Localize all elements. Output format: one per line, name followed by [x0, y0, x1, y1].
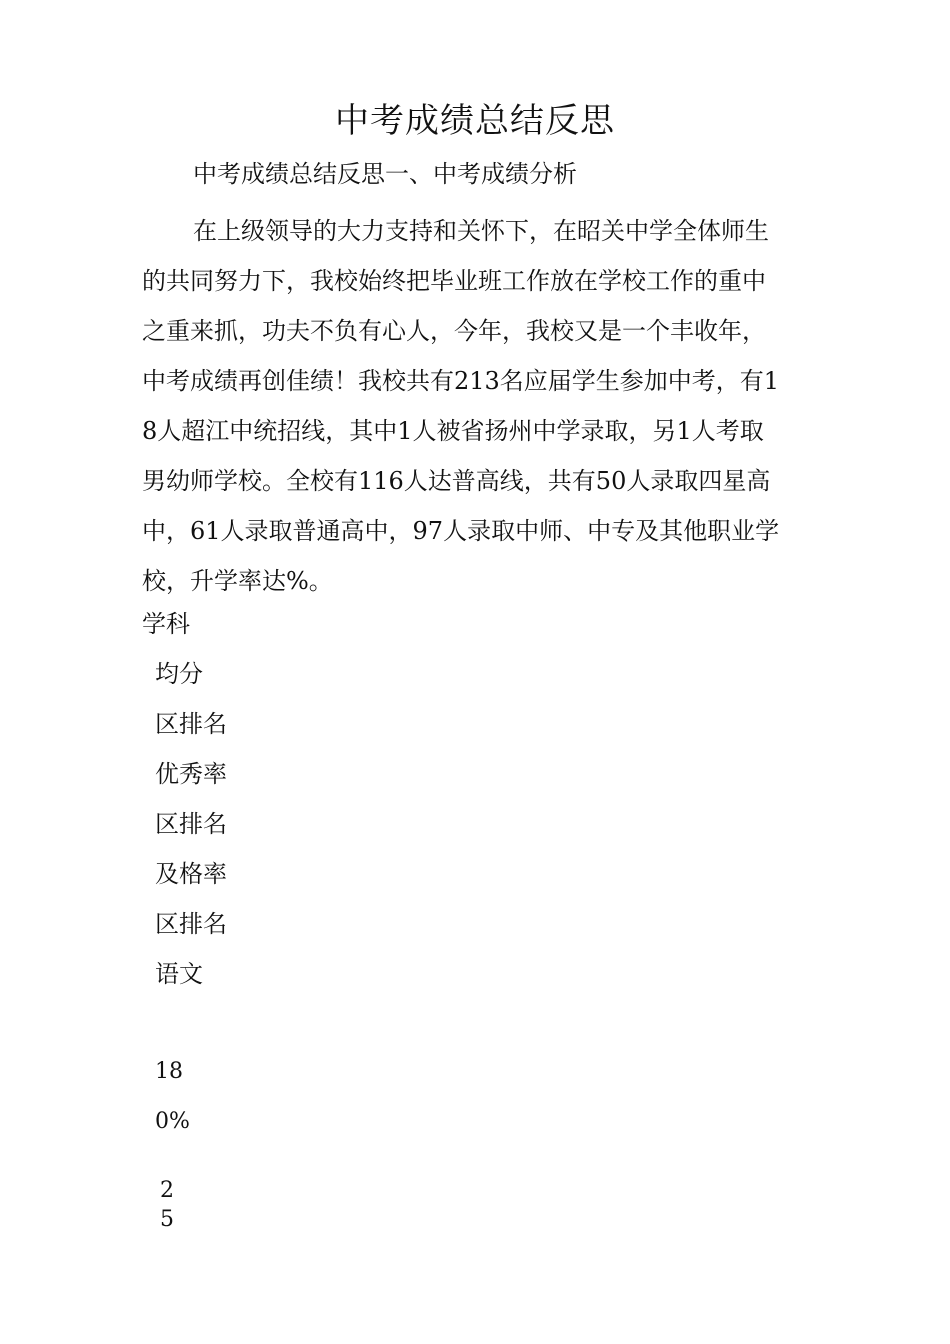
paragraph-line: 在上级领导的大力支持和关怀下，在昭关中学全体师生 [193, 217, 769, 245]
table-column-header: 优秀率 [155, 760, 227, 788]
table-cell-value: 0% [155, 1109, 190, 1134]
paragraph-line: 中，61人录取普通高中，97人录取中师、中专及其他职业学 [142, 517, 780, 545]
document-title: 中考成绩总结反思 [335, 101, 615, 141]
table-header-subject: 学科 [142, 610, 190, 638]
paragraph-line: 校，升学率达%。 [142, 567, 333, 595]
paragraph-line: 8人超江中统招线，其中1人被省扬州中学录取，另1人考取 [142, 417, 764, 445]
table-column-header: 区排名 [155, 910, 227, 938]
table-cell-digit: 5 [160, 1207, 174, 1232]
paragraph-line: 的共同努力下，我校始终把毕业班工作放在学校工作的重中 [142, 267, 766, 295]
table-cell-value: 18 [155, 1059, 183, 1084]
table-column-header: 及格率 [155, 860, 227, 888]
body-paragraph [142, 206, 822, 606]
paragraph-line: 中考成绩再创佳绩！我校共有213名应届学生参加中考，有1 [142, 367, 780, 395]
paragraph-line: 男幼师学校。全校有116人达普高线，共有50人录取四星高 [142, 467, 771, 495]
table-column-header: 均分 [155, 660, 203, 688]
section-heading: 中考成绩总结反思一、中考成绩分析 [193, 160, 577, 188]
table-cell-subject: 语文 [155, 960, 203, 988]
table-column-header: 区排名 [155, 810, 227, 838]
table-cell-digit: 2 [160, 1178, 174, 1203]
table-column-header: 区排名 [155, 710, 227, 738]
paragraph-line: 之重来抓，功夫不负有心人，今年，我校又是一个丰收年， [142, 317, 766, 345]
